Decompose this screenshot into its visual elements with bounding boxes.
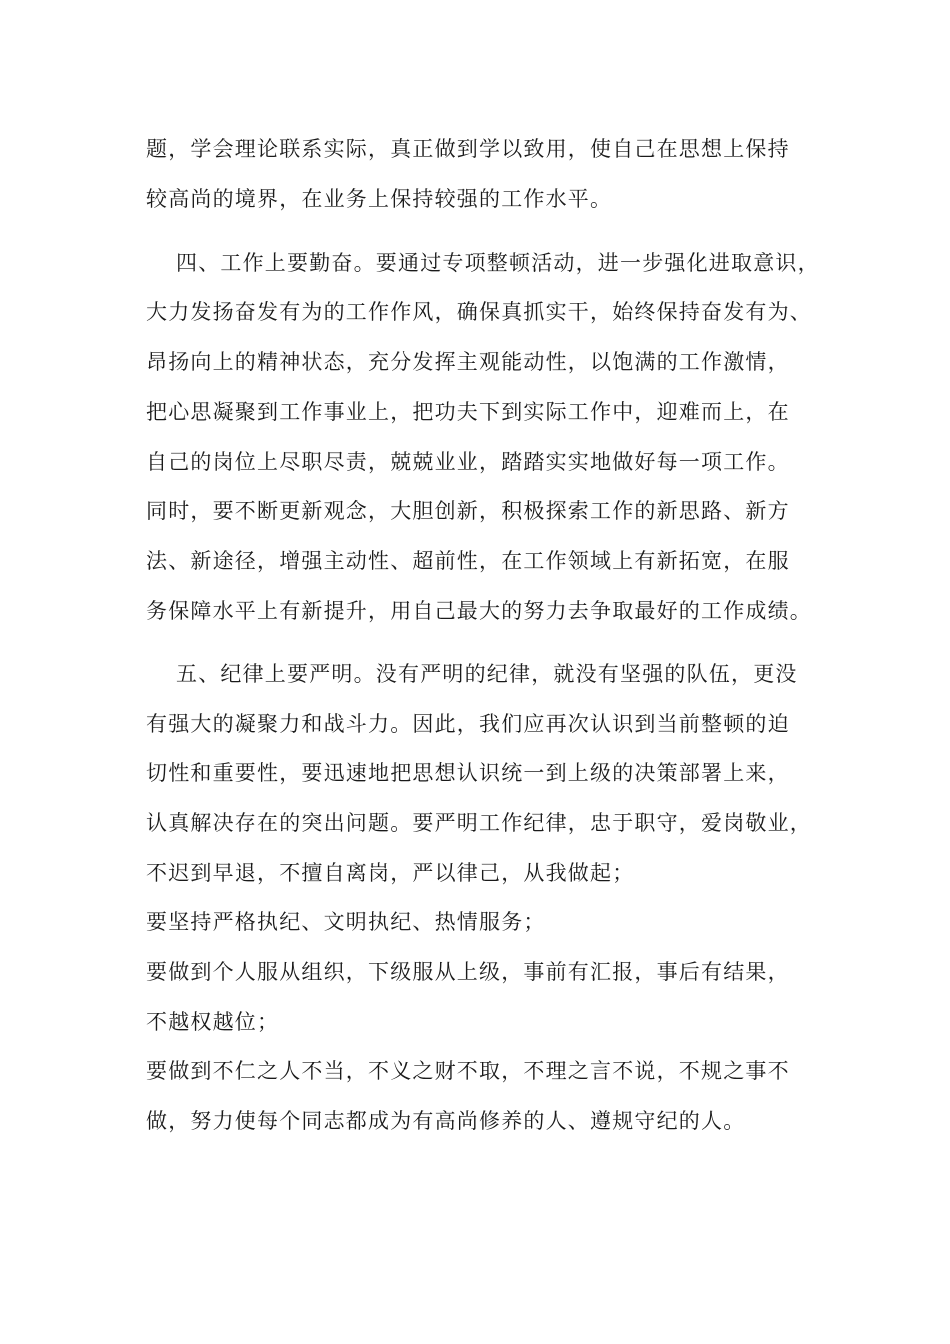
text-line-7: 自己的岗位上尽职尽责，兢兢业业，踏踏实实地做好每一项工作。 [146, 450, 790, 474]
text-line-12: 有强大的凝聚力和战斗力。因此，我们应再次认识到当前整顿的迫 [146, 712, 790, 736]
text-line-4: 大力发扬奋发有为的工作作风，确保真抓实干，始终保持奋发有为、 [146, 300, 812, 324]
text-line-16: 要坚持严格执纪、文明执纪、热情服务； [146, 910, 546, 934]
text-line-8: 同时，要不断更新观念，大胆创新，积极探索工作的新思路、新方 [146, 499, 790, 523]
text-line-18: 不越权越位； [146, 1010, 280, 1034]
text-line-14: 认真解决存在的突出问题。要严明工作纪律，忠于职守，爱岗敬业， [146, 811, 812, 835]
text-line-10: 务保障水平上有新提升，用自己最大的努力去争取最好的工作成绩。 [146, 599, 812, 623]
text-line-9: 法、新途径，增强主动性、超前性，在工作领域上有新拓宽，在服 [146, 549, 790, 573]
text-line-5: 昂扬向上的精神状态，充分发挥主观能动性，以饱满的工作激情， [146, 350, 790, 374]
text-line-19: 要做到不仁之人不当，不义之财不取，不理之言不说，不规之事不 [146, 1059, 790, 1083]
text-line-15: 不迟到早退，不擅自离岗，严以律己，从我做起； [146, 861, 635, 885]
text-line-3: 四、工作上要勤奋。要通过专项整顿活动，进一步强化进取意识， [176, 251, 820, 275]
text-line-1: 题，学会理论联系实际，真正做到学以致用，使自己在思想上保持 [146, 137, 790, 161]
text-line-11: 五、纪律上要严明。没有严明的纪律，就没有坚强的队伍，更没 [176, 662, 798, 686]
text-line-20: 做，努力使每个同志都成为有高尚修养的人、遵规守纪的人。 [146, 1109, 746, 1133]
text-line-6: 把心思凝聚到工作事业上，把功夫下到实际工作中，迎难而上，在 [146, 400, 790, 424]
text-line-2: 较高尚的境界，在业务上保持较强的工作水平。 [146, 187, 613, 211]
text-line-17: 要做到个人服从组织，下级服从上级，事前有汇报，事后有结果， [146, 960, 790, 984]
text-line-13: 切性和重要性，要迅速地把思想认识统一到上级的决策部署上来， [146, 761, 790, 785]
